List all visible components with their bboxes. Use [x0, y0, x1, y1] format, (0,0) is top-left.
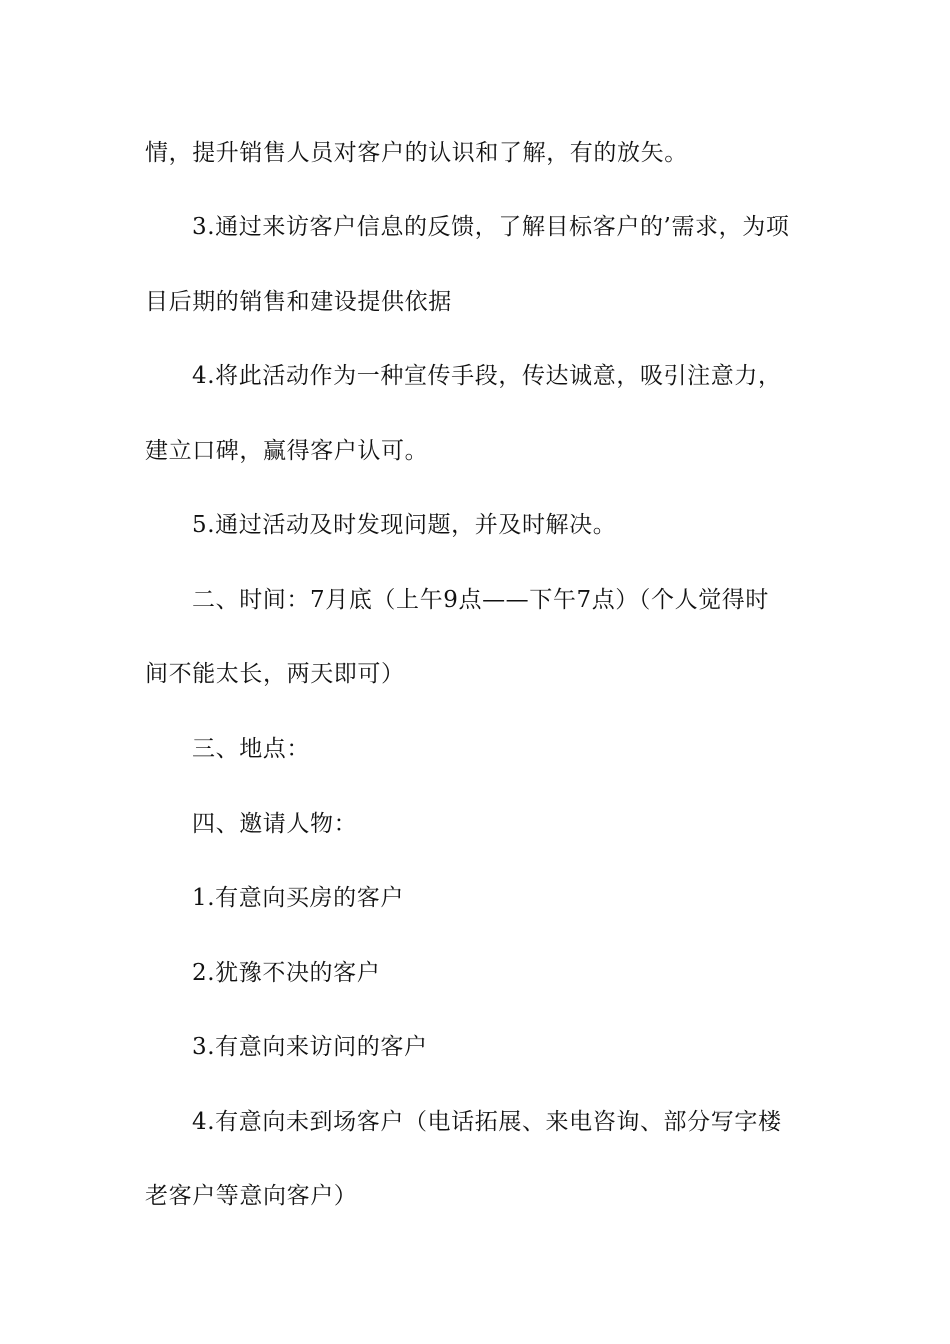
section-time-line-1: 二、时间：7月底（上午9点——下午7点）（个人觉得时 [192, 587, 769, 613]
invitee-item-3: 3.有意向来访问的客户 [192, 1034, 428, 1060]
list-item-4-line-2: 建立口碑，赢得客户认可。 [145, 438, 429, 464]
invitee-item-4-line-1: 4.有意向未到场客户（电话拓展、来电咨询、部分写字楼 [192, 1109, 782, 1135]
list-item-4-line-1: 4.将此活动作为一种宣传手段，传达诚意，吸引注意力， [192, 363, 782, 389]
list-item-5: 5.通过活动及时发现问题，并及时解决。 [192, 512, 617, 538]
invitee-item-4-line-2: 老客户等意向客户） [145, 1183, 358, 1209]
section-location-heading: 三、地点： [192, 736, 310, 762]
invitee-item-2: 2.犹豫不决的客户 [192, 960, 381, 986]
list-item-3-line-1: 3.通过来访客户信息的反馈，了解目标客户的’需求，为项 [192, 214, 790, 240]
section-time-line-2: 间不能太长，两天即可） [145, 661, 405, 687]
invitee-item-1: 1.有意向买房的客户 [192, 885, 404, 911]
list-item-3-line-2: 目后期的销售和建设提供依据 [145, 289, 452, 315]
paragraph-continuation: 情，提升销售人员对客户的认识和了解，有的放矢。 [145, 140, 688, 166]
section-invitees-heading: 四、邀请人物： [192, 811, 358, 837]
